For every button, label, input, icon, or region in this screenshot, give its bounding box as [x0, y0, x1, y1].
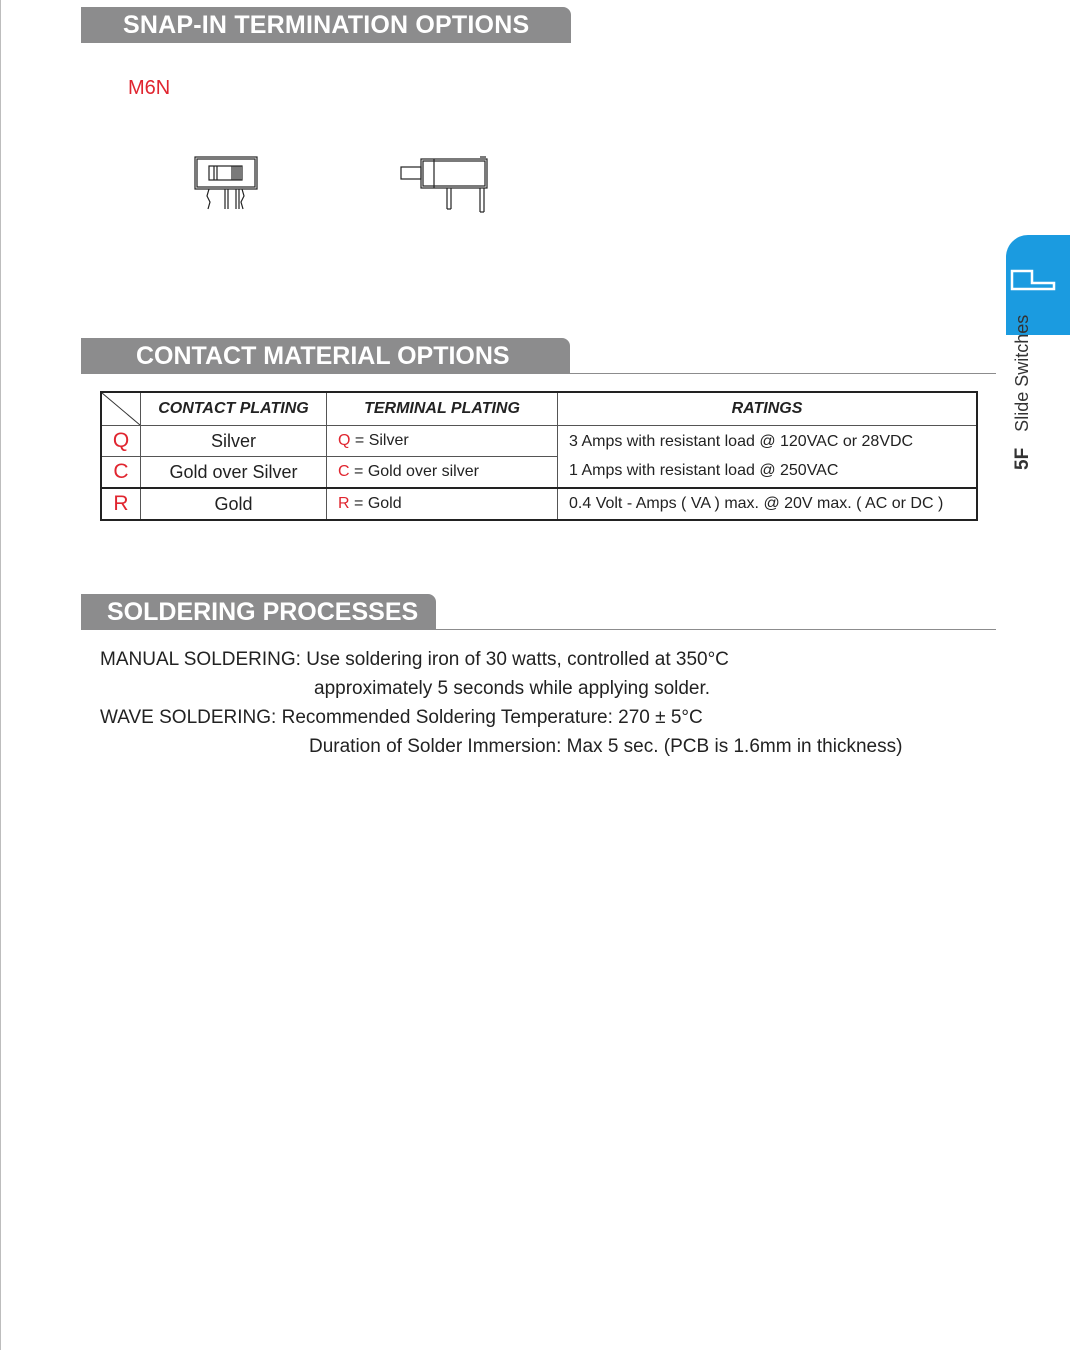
- snap-in-section-header: [81, 7, 571, 43]
- soldering-section-header: [81, 594, 996, 630]
- equals-sign: =: [354, 432, 365, 449]
- section-rule: [81, 629, 996, 630]
- option-code: R: [101, 488, 141, 520]
- rating-cell: 0.4 Volt - Amps ( VA ) max. @ 20V max. ( AC or DC ): [558, 488, 978, 520]
- contact-plating: Gold over Silver: [141, 457, 327, 489]
- equals-sign: =: [354, 495, 364, 512]
- wave-soldering-line: [100, 703, 902, 732]
- page-left-border: [0, 0, 1, 1350]
- manual-soldering-label: MANUAL SOLDERING:: [100, 649, 301, 670]
- snap-in-section-title: SNAP-IN TERMINATION OPTIONS: [81, 7, 571, 43]
- wave-soldering-text: Recommended Soldering Temperature: 270 ± 5°C: [281, 707, 703, 728]
- terminal-value: Gold: [367, 495, 402, 512]
- contact-plating: Silver: [141, 426, 327, 457]
- header-contact-plating: CONTACT PLATING: [141, 392, 327, 426]
- soldering-instructions: [100, 645, 902, 761]
- contact-plating: Gold: [141, 488, 327, 520]
- equals-sign: =: [354, 463, 364, 480]
- contact-section-header: [81, 338, 996, 374]
- manual-soldering-line: [100, 645, 902, 674]
- category-name: Slide Switches: [1012, 314, 1032, 432]
- terminal-value: Gold over silver: [367, 463, 479, 480]
- rating-cell: [558, 426, 978, 489]
- terminal-value: Silver: [368, 432, 409, 449]
- wave-soldering-label: WAVE SOLDERING:: [100, 707, 277, 728]
- rating-line: 1 Amps with resistant load @ 250VAC: [569, 462, 839, 479]
- terminal-code: R: [338, 495, 350, 512]
- table-row: [101, 488, 977, 520]
- diagonal-corner-cell: [101, 392, 141, 426]
- manual-soldering-continuation: approximately 5 seconds while applying solder.: [314, 678, 711, 699]
- section-rule: [81, 373, 996, 374]
- table-header-row: [101, 392, 977, 426]
- option-code: C: [101, 457, 141, 489]
- contact-section-title: CONTACT MATERIAL OPTIONS: [81, 338, 570, 374]
- soldering-section-title: SOLDERING PROCESSES: [81, 594, 436, 630]
- table-row: [101, 426, 977, 457]
- header-terminal-plating: TERMINAL PLATING: [327, 392, 558, 426]
- terminal-code: Q: [338, 432, 351, 449]
- terminal-plating: [327, 488, 558, 520]
- diagonal-line: [102, 393, 140, 425]
- terminal-code: C: [338, 463, 350, 480]
- termination-code: M6N: [128, 77, 171, 99]
- rating-line: 3 Amps with resistant load @ 120VAC or 28VDC: [569, 433, 914, 450]
- manual-soldering-text: Use soldering iron of 30 watts, controlled at 350°C: [306, 649, 729, 670]
- header-ratings: RATINGS: [558, 392, 978, 426]
- switch-front-view-drawing: [192, 154, 262, 214]
- terminal-plating: [327, 457, 558, 489]
- option-code: Q: [101, 426, 141, 457]
- section-rule: [81, 42, 571, 43]
- switch-side-view-drawing: [396, 154, 491, 216]
- contact-material-table: [100, 391, 978, 521]
- category-side-label: [1012, 315, 1034, 470]
- category-code: 5F: [1012, 447, 1033, 470]
- wave-soldering-continuation: Duration of Solder Immersion: Max 5 sec. (PCB is 1.6mm in thickness): [309, 736, 903, 757]
- terminal-plating: [327, 426, 558, 457]
